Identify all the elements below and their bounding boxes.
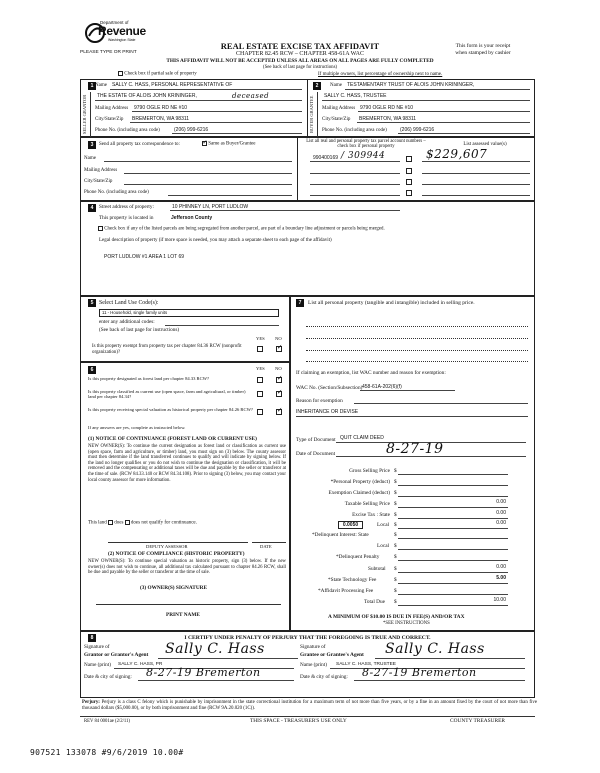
tax-line-label: Exemption Claimed (deduct) [328,490,390,496]
section-7-number: 7 [296,299,304,307]
exempt-question: Is this property exempt from property tax per chapter 84.36 RCW (nonprofit organization)? [92,344,242,355]
assessed-value-handwritten: $229,607 [426,147,488,161]
tech-fee-label: *State Technology Fee [328,577,377,583]
section-4-number: 4 [88,204,96,212]
does-not-checkbox[interactable] [125,520,130,525]
seller-name-value[interactable]: SALLY C. HASS, PERSONAL REPRESENTATIVE OF [112,82,233,88]
subtotal-value[interactable]: 0.00 [496,564,506,570]
historic-question: Is this property receiving special valuation as historical property per chapter 84.26 RCW? [88,407,253,412]
deputy-assessor-label: DEPUTY ASSESSOR [146,544,188,549]
sec6-yes-header: YES [256,366,265,371]
grantee-date-city-label: Date & city of signing: [300,674,348,680]
document-type-label: Type of Document [296,437,336,443]
personal-property-label: List all personal property (tangible and intangible) included in selling price. [308,300,475,306]
delinquent-state-dollar: $ [394,532,397,538]
exemption-reason-label: Reason for exemption [296,398,343,404]
section-6-number: 6 [88,366,96,374]
seller-phone-value[interactable]: (206) 999-6216 [174,127,209,133]
seller-phone-label: Phone No. (including area code) [95,128,160,133]
tax-line-value[interactable]: 0.00 [496,499,506,505]
seller-name-line2[interactable]: THE ESTATE OF ALOIS JOHN KRININGER, [97,93,197,99]
tax-line-dollar: $ [394,512,397,518]
legal-description-value[interactable]: PORT LUDLOW #1 AREA 1 LOT 69 [104,254,185,260]
current-use-no-checkbox[interactable] [276,391,282,397]
additional-codes-label: enter any additional codes: [99,319,155,325]
form-title: REAL ESTATE EXCISE TAX AFFIDAVIT [220,41,380,51]
exemption-claim-label: If claiming an exemption, list WAC number and reason for exemption: [296,370,446,376]
partial-sale-row [118,71,197,77]
does-checkbox[interactable] [108,520,113,525]
local-dollar: $ [394,522,397,528]
this-land-label: This land [88,520,107,526]
perjury-notice [82,700,537,712]
segregated-row [98,226,528,232]
notice-compliance-text: NEW OWNER(S): To continue special valuation as historic property, sign (3) below. If the new owner(s) does not wish to continue, all additional tax calculated pursuant to chapter 84.26 RCW, shall be due and payable by the seller or transferor at the time of sale. [88,559,286,576]
qualify-label: qualify for continuance. [148,520,197,526]
parcel-3-personal-checkbox[interactable] [406,179,412,185]
sec6-no-header: NO [275,366,282,371]
exempt-yes-checkbox[interactable] [257,346,263,352]
tax-line-label: *Personal Property (deduct) [330,479,390,485]
local-value[interactable]: 0.00 [496,520,506,526]
certify-statement: I CERTIFY UNDER PENALTY OF PERJURY THAT THE FOREGOING IS TRUE AND CORRECT. [184,635,431,641]
cashier-stamp: 907521 133078 #9/6/2019 10.00# [30,748,184,757]
buyer-city-value[interactable]: BREMERTON, WA 98311 [359,116,417,122]
located-in-label: This property is located in [99,215,154,221]
local-rate-box [338,521,360,529]
send-correspondence-label: Send all property tax correspondence to: [99,142,180,147]
same-as-buyer-checkbox[interactable] [202,141,207,146]
land-use-value: 11 - Household, single family units [102,310,168,315]
buyer-city-label: City/State/Zip [322,117,351,122]
agency-line2: Washington State [108,38,136,42]
form-see-back: (See back of last page for instructions) [262,65,338,70]
seller-handwritten-note: deceased [232,92,270,100]
parcels-header: List all real and personal property tax parcel account numbers – check box if personal property [306,139,426,150]
does-label: does [114,520,124,526]
parcel-2-personal-checkbox[interactable] [406,168,412,174]
street-address-label: Street address of property: [99,204,154,210]
form-chapter: CHAPTER 82.45 RCW – CHAPTER 458-61A WAC [236,51,364,57]
multiple-owners-note: If multiple owners, list percentage of ownership next to name. [318,72,443,77]
grantee-name-print-label: Name (print) [300,662,327,668]
exemption-reason-value[interactable]: INHERITANCE OR DEVISE [296,409,359,415]
notice-continuance-title: (1) NOTICE OF CONTINUANCE (FOREST LAND OR CURRENT USE) [88,436,257,442]
sec5-no-header: NO [275,336,282,341]
wac-label: WAC No. (Section/Subsection) [296,385,363,391]
legal-description-label: Legal description of property (if more space is needed, you may attach a separate sheet to each page of the affidavit) [99,238,332,243]
buyer-name-label: Name [330,83,342,88]
perjury-text: Perjury is a class C felony which is punishable by imprisonment in the state correctional institution for a maximum term of not more than five years, or by a fine in an amount fixed by the court of not more than five thousand dollars ($5,000.00), or by both imprisonment and fine (RCW 9A.20.020 (1C)). [82,700,537,711]
segregated-label: Check box if any of the listed parcels are being segregated from another parcel, are part of a boundary line adjustment or parcels being merged. [104,226,385,232]
processing-fee-label: *Affidavit Processing Fee [318,588,374,594]
grantee-sig-label-2: Grantee or Grantee's Agent [300,652,364,658]
subtotal-label: Subtotal [368,566,386,572]
document-date-label: Date of Document [296,451,336,457]
tax-line-value[interactable]: 0.00 [496,510,506,516]
section-3-number: 3 [88,141,96,149]
buyer-grantee-label: BUYER GRANTEE [309,95,314,133]
owner-signature-label: (3) OWNER(S) SIGNATURE [140,585,207,591]
forest-no-checkbox[interactable] [276,377,282,383]
assessed-header: List assessed value(s) [463,142,507,147]
historic-no-checkbox[interactable] [276,409,282,415]
tax-line-label: Taxable Selling Price [344,501,390,507]
seller-grantor-label: SELLER GRANTOR [82,94,87,134]
partial-sale-label: Check box if partial sale of property [124,71,197,77]
buyer-mailing-value[interactable]: 9790 OGLE RD NE #10 [360,105,414,111]
same-as-buyer-row [202,141,255,147]
if-any-yes: If any answers are yes, complete as instructed below. [88,425,186,430]
seller-city-label: City/State/Zip [95,117,124,122]
segregated-checkbox[interactable] [98,226,103,231]
parcel-number-handwritten: / 309944 [341,151,386,161]
minimum-note: A MINIMUM OF $10.00 IS DUE IN FEE(S) AND/OR TAX [328,614,465,620]
grantor-sig-label-1: Signature of [84,644,110,650]
street-address-value[interactable]: 10 PHINNEY LN, PORT LUDLOW [172,204,249,210]
grantor-sig-label-2: Grantor or Grantor's Agent [84,652,149,658]
receipt-note-1: This form is your receipt [455,43,511,49]
receipt-note-2: when stamped by cashier [455,50,511,56]
parcel-1-personal-checkbox[interactable] [406,156,412,162]
current-use-yes-checkbox[interactable] [257,391,263,397]
grantor-name-print-label: Name (print) [84,662,111,668]
please-type: PLEASE TYPE OR PRINT [80,50,137,55]
agency-brand: Revenue [98,24,146,38]
same-as-buyer-label: Same as Buyer/Grantee [208,141,256,147]
land-use-select[interactable] [99,309,279,317]
section-2-number: 2 [313,82,321,90]
tech-fee-value[interactable]: 5.00 [496,575,506,581]
seller-mailing-value[interactable]: 9790 OGLE RD NE #10 [134,105,188,111]
tax-line-label: Excise Tax : State [352,512,390,518]
buyer-phone-label: Phone No. (including area code) [322,128,387,133]
current-use-question: Is this property classified as current use (open space, farm and agricultural, or timber) land per chapter 84.34? [88,389,246,400]
section-8-number: 8 [88,634,96,642]
wac-value[interactable]: 458-61A-202(6)(f) [362,384,402,390]
perjury-title: Perjury: [82,700,100,705]
county-treasurer: COUNTY TREASURER [450,718,505,724]
seller-mailing-label: Mailing Address [95,106,129,111]
grantor-date-city-label: Date & city of signing: [84,674,132,680]
seller-name-label: Name [95,83,107,88]
parcel-4-personal-checkbox[interactable] [406,190,412,196]
grantee-signature-handwritten: Sally C. Hass [385,641,485,657]
assessor-date-label: DATE [260,544,272,549]
grantor-name-print-value[interactable]: SALLY C. HASS, PR [118,662,163,667]
grantee-date-city-handwritten: 8-27-19 Bremerton [362,666,477,679]
forest-yes-checkbox[interactable] [257,377,263,383]
tax-line-dollar: $ [394,479,397,485]
tax-line-label: Gross Selling Price [349,468,390,474]
grantor-signature-handwritten: Sally C. Hass [165,641,265,657]
document-type-value[interactable]: QUIT CLAIM DEED [340,435,384,441]
sec5-yes-header: YES [256,336,265,341]
tech-fee-dollar: $ [394,577,397,583]
print-name-label: PRINT NAME [166,612,200,618]
local-rate-value: 0.0050 [338,521,363,529]
partial-sale-checkbox[interactable] [118,71,123,76]
section-5-number: 5 [88,299,96,307]
subtotal-dollar: $ [394,566,397,572]
historic-yes-checkbox[interactable] [257,409,263,415]
document-date-handwritten: 8-27-19 [386,441,444,457]
notice-compliance-title: (2) NOTICE OF COMPLIANCE (HISTORIC PROPERTY) [108,551,245,557]
buyer-phone-value[interactable]: (206) 999-6216 [400,127,435,133]
buyer-name-value[interactable]: TESTAMENTARY TRUST OF ALOIS JOHN KRININGER, [347,82,475,88]
tax-name-label: Name [84,156,96,161]
total-due-value[interactable]: 10.00 [493,597,506,603]
total-due-dollar: $ [394,599,397,605]
see-instructions: *SEE INSTRUCTIONS [383,621,430,626]
delinquent-local-label: Local [377,543,390,549]
seller-city-value[interactable]: BREMERTON, WA 98311 [132,116,190,122]
tax-city-label: City/State/Zip [84,179,113,184]
exempt-no-checkbox[interactable] [276,346,282,352]
section-1-number: 1 [88,82,96,90]
tax-phone-label: Phone No. (including area code) [84,190,149,195]
form-revision: REV 84 0001ae (2/2/11) [84,719,130,724]
delinquent-penalty-dollar: $ [394,554,397,560]
local-label: Local [377,522,390,528]
grantee-name-print-value[interactable]: SALLY C. HASS, TRUSTEE [336,662,396,667]
agency-line1: Department of [100,20,129,25]
forest-land-question: Is this property designated as forest land per chapter 84.33 RCW? [88,376,210,381]
notice-continuance-text: NEW OWNER(S): To continue the current designation as forest land or classification as current use (open space, farm and agriculture, or timber) land, you must sign on (3) below. The county assessor must then determine if the land transferred continues to qualify and will indicate by signing below. If the land no longer qualifies or you do not wish to continue the designation or classification, it will be removed and the compensating or additional taxes will be due and payable by the seller or transferor at the time of sale. (RCW 84.33.140 or RCW 84.34.108). Prior to signing (3) below, you may contact your local county assessor for more information. [88,444,286,483]
tax-line-dollar: $ [394,490,397,496]
does-not-label: does not [130,520,148,526]
tax-mailing-label: Mailing Address [84,168,118,173]
land-use-see-back: (See back of last page for instructions) [99,327,180,333]
delinquent-interest-label: *Delinquent Interest: State [312,532,369,538]
grantee-sig-label-1: Signature of [300,644,326,650]
grantor-date-city-handwritten: 8-27-19 Bremerton [146,666,261,679]
county-value[interactable]: Jefferson County [171,215,213,221]
form-warning: THIS AFFIDAVIT WILL NOT BE ACCEPTED UNLESS ALL AREAS ON ALL PAGES ARE FULLY COMPLETED [166,58,434,64]
dor-logo [84,20,154,50]
qualify-row [88,520,197,526]
treasurer-use-only: THIS SPACE - TREASURER'S USE ONLY [250,718,347,724]
tax-line-dollar: $ [394,468,397,474]
land-use-label: Select Land Use Code(s): [99,300,159,306]
processing-fee-dollar: $ [394,588,397,594]
parcel-number-typed[interactable]: 990400169 [313,155,339,161]
total-due-label: Total Due [364,599,385,605]
buyer-name-line2[interactable]: SALLY C. HASS, TRUSTEE [324,93,387,99]
tax-line-dollar: $ [394,501,397,507]
buyer-mailing-label: Mailing Address [322,106,356,111]
delinquent-penalty-label: *Delinquent Penalty [336,554,380,560]
delinquent-local-dollar: $ [394,543,397,549]
